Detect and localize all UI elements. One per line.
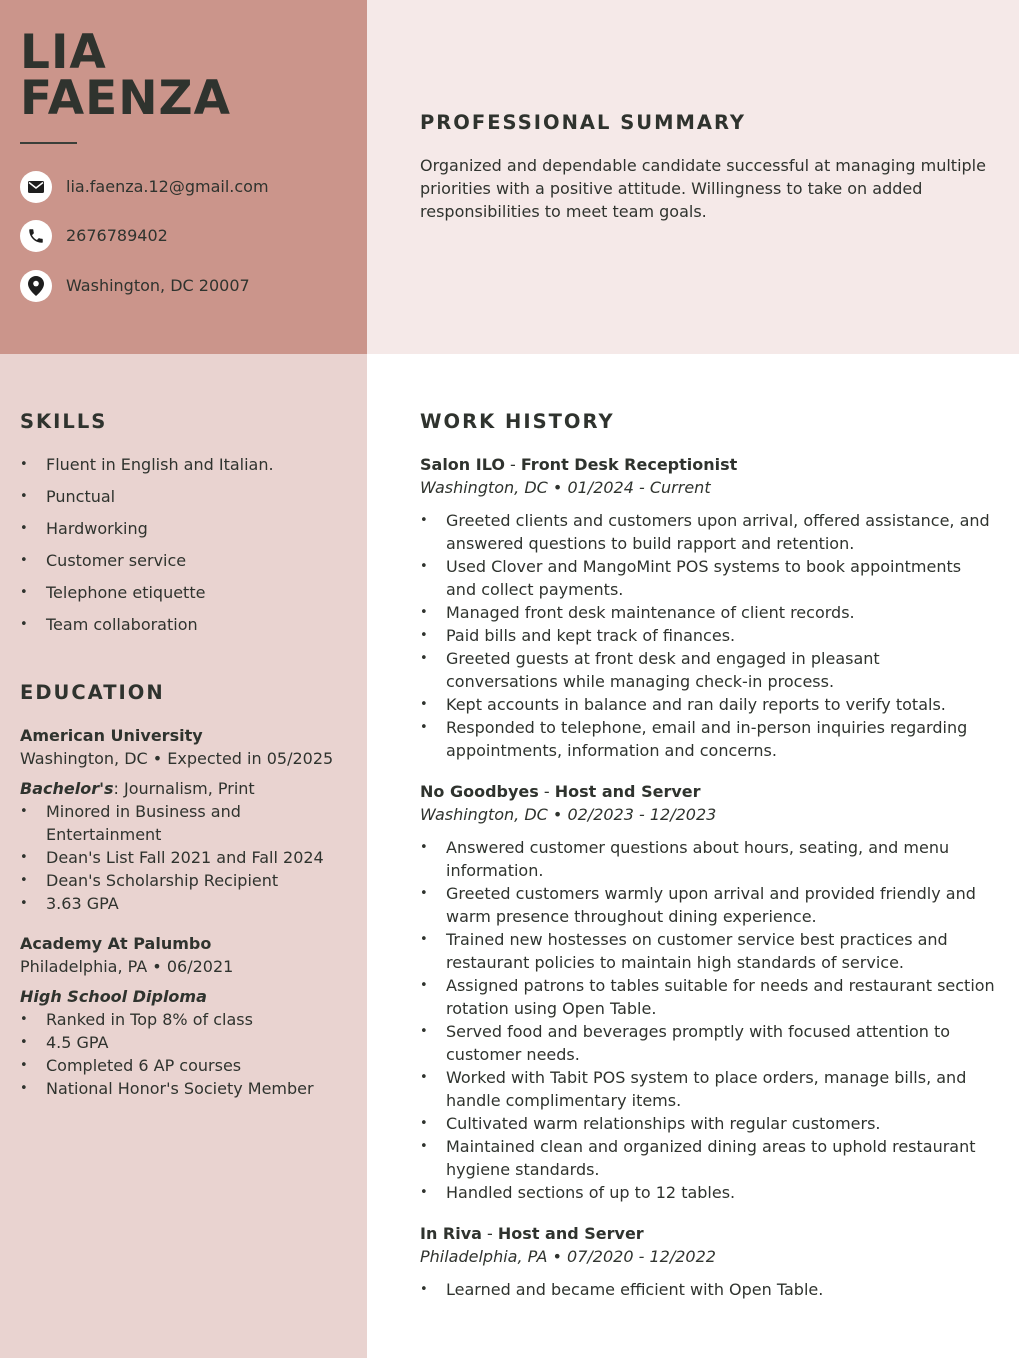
job-bullet: • Served food and beverages promptly with focused attention to customer needs. bbox=[420, 1020, 995, 1066]
job-bullet: • Worked with Tabit POS system to place orders, manage bills, and handle complimentary items. bbox=[420, 1066, 995, 1112]
education-detail-item: • Ranked in Top 8% of class bbox=[20, 1008, 340, 1031]
job-bullet: • Cultivated warm relationships with regular customers. bbox=[420, 1112, 995, 1135]
job-bullet: • Paid bills and kept track of finances. bbox=[420, 624, 995, 647]
degree-line bbox=[20, 985, 340, 1008]
skill-item: • Fluent in English and Italian. bbox=[20, 452, 350, 484]
job-bullets bbox=[420, 509, 995, 762]
education-detail-item: • Dean's List Fall 2021 and Fall 2024 bbox=[20, 846, 340, 869]
job-bullet: • Learned and became efficient with Open Table. bbox=[420, 1278, 995, 1301]
job-bullet: • Handled sections of up to 12 tables. bbox=[420, 1181, 995, 1204]
job-entry bbox=[420, 780, 995, 1204]
skill-item: • Punctual bbox=[20, 484, 350, 516]
company-name: In Riva bbox=[420, 1224, 482, 1243]
job-bullets bbox=[420, 836, 995, 1204]
job-bullet: • Greeted clients and customers upon arrival, offered assistance, and answered questions to build rapport and retention. bbox=[420, 509, 995, 555]
education-meta: Philadelphia, PA • 06/2021 bbox=[20, 957, 234, 976]
job-bullet: • Maintained clean and organized dining areas to uphold restaurant hygiene standards. bbox=[420, 1135, 995, 1181]
job-title-line bbox=[420, 1222, 995, 1245]
job-bullet: • Responded to telephone, email and in-person inquiries regarding appointments, information and concerns. bbox=[420, 716, 995, 762]
job-bullet: • Trained new hostesses on customer service best practices and restaurant policies to maintain high standards of service. bbox=[420, 928, 995, 974]
company-name: No Goodbyes bbox=[420, 782, 539, 801]
name-divider bbox=[20, 142, 77, 144]
title-separator: - bbox=[481, 1224, 498, 1243]
job-role: Front Desk Receptionist bbox=[520, 455, 738, 474]
phone-icon bbox=[20, 220, 52, 252]
degree-field: : Journalism, Print bbox=[113, 779, 255, 798]
education-detail-item: • Dean's Scholarship Recipient bbox=[20, 869, 340, 892]
job-meta: Washington, DC • 01/2024 - Current bbox=[420, 478, 711, 497]
job-role: Host and Server bbox=[554, 782, 701, 801]
skills-heading: SKILLS bbox=[20, 410, 108, 433]
contact-location bbox=[20, 269, 250, 302]
skill-item: • Hardworking bbox=[20, 516, 350, 548]
work-history-section bbox=[420, 453, 995, 1301]
job-bullets bbox=[420, 1278, 995, 1301]
job-title-line bbox=[420, 780, 995, 803]
education-detail-item: • Completed 6 AP courses bbox=[20, 1054, 340, 1077]
education-meta: Washington, DC • Expected in 05/2025 bbox=[20, 749, 334, 768]
summary-heading: PROFESSIONAL SUMMARY bbox=[420, 111, 747, 134]
first-name: LIA bbox=[20, 25, 107, 80]
job-bullet: • Used Clover and MangoMint POS systems to book appointments and collect payments. bbox=[420, 555, 995, 601]
last-name: FAENZA bbox=[20, 71, 231, 126]
job-entry bbox=[420, 1222, 995, 1301]
education-details bbox=[20, 800, 340, 915]
job-meta: Philadelphia, PA • 07/2020 - 12/2022 bbox=[420, 1247, 716, 1266]
job-entry bbox=[420, 453, 995, 762]
email-text: lia.faenza.12@gmail.com bbox=[66, 177, 269, 196]
education-entry bbox=[20, 724, 340, 915]
job-title-line bbox=[420, 453, 995, 476]
education-details bbox=[20, 1008, 340, 1100]
location-pin-icon bbox=[20, 270, 52, 302]
education-detail-item: • Minored in Business and Entertainment bbox=[20, 800, 340, 846]
job-bullet: • Assigned patrons to tables suitable for needs and restaurant section rotation using Open Table. bbox=[420, 974, 995, 1020]
phone-text: 2676789402 bbox=[66, 226, 168, 245]
skill-item: • Telephone etiquette bbox=[20, 580, 350, 612]
job-bullet: • Answered customer questions about hours, seating, and menu information. bbox=[420, 836, 995, 882]
skills-list bbox=[20, 452, 350, 644]
education-section bbox=[20, 724, 340, 1100]
school-name: Academy At Palumbo bbox=[20, 934, 212, 953]
title-separator: - bbox=[504, 455, 521, 474]
job-bullet: • Managed front desk maintenance of client records. bbox=[420, 601, 995, 624]
contact-email bbox=[20, 170, 269, 203]
job-bullet: • Greeted customers warmly upon arrival and provided friendly and warm presence throughout dining experience. bbox=[420, 882, 995, 928]
degree-name: High School Diploma bbox=[20, 987, 207, 1006]
school-name: American University bbox=[20, 726, 203, 745]
education-detail-item: • 3.63 GPA bbox=[20, 892, 340, 915]
skill-item: • Team collaboration bbox=[20, 612, 350, 644]
job-bullet: • Kept accounts in balance and ran daily reports to verify totals. bbox=[420, 693, 995, 716]
summary-text: Organized and dependable candidate successful at managing multiple priorities with a positive attitude. Willingness to take on added responsibilities to meet team goals. bbox=[420, 156, 986, 221]
education-entry bbox=[20, 932, 340, 1100]
contact-phone bbox=[20, 219, 168, 252]
education-detail-item: • National Honor's Society Member bbox=[20, 1077, 340, 1100]
company-name: Salon ILO bbox=[420, 455, 505, 474]
degree-name: Bachelor's bbox=[20, 779, 114, 798]
work-history-heading: WORK HISTORY bbox=[420, 410, 615, 433]
education-heading: EDUCATION bbox=[20, 681, 165, 704]
title-separator: - bbox=[538, 782, 555, 801]
job-role: Host and Server bbox=[497, 1224, 644, 1243]
job-meta: Washington, DC • 02/2023 - 12/2023 bbox=[420, 805, 717, 824]
envelope-icon bbox=[20, 171, 52, 203]
skill-item: • Customer service bbox=[20, 548, 350, 580]
candidate-name bbox=[20, 25, 231, 126]
degree-line bbox=[20, 777, 340, 800]
job-bullet: • Greeted guests at front desk and engaged in pleasant conversations while managing check-in process. bbox=[420, 647, 995, 693]
education-detail-item: • 4.5 GPA bbox=[20, 1031, 340, 1054]
location-text: Washington, DC 20007 bbox=[66, 276, 250, 295]
